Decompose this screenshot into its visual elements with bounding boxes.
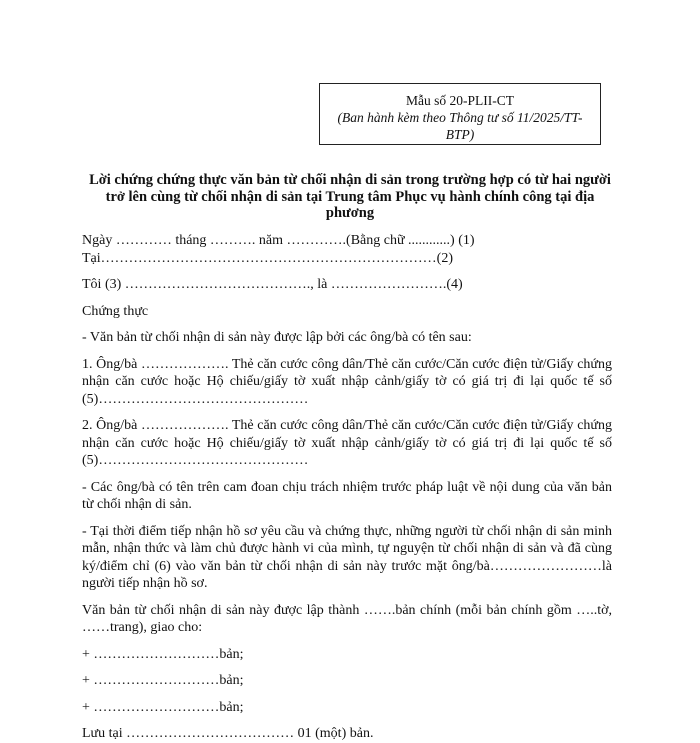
officer-line: Tôi (3) …………………………………., là …………………….(4) [82,277,463,292]
moment-paragraph: - Tại thời điểm tiếp nhận hồ sơ yêu cầu và chứng thực, những người từ chối nhận di sản minh mẫn, nhận thức và làm chủ được hành vi của mình, tự nguyện từ chối nhận di sản và đã cùng ký/điểm chỉ (6) vào văn bản từ chối nhận di sản này trước mặt ông/bà……………………là người tiếp nhận hồ sơ. [82,523,612,591]
issued-by-note: (Ban hành kèm theo Thông tư số 11/2025/TT-BTP) [337,110,583,142]
document-title: Lời chứng chứng thực văn bản từ chối nhận di sản trong trường hợp có từ hai người trở lên cùng từ chối nhận di sản tại Trung tâm Phục vụ hành chính công tại địa phương [89,172,611,221]
place-line: Tại………………………………………………………………(2) [82,250,453,266]
date-line: Ngày ………… tháng ………. năm ………….(Bằng chữ ............) (1) [82,233,475,248]
certify-label: Chứng thực [82,303,149,319]
intro-line: - Văn bản từ chối nhận di sản này được lập bởi các ông/bà có tên sau: [82,330,472,345]
commitment-paragraph: - Các ông/bà có tên trên cam đoan chịu trách nhiệm trước pháp luật về nội dung của văn bản từ chối nhận di sản. [82,479,612,512]
person-1-paragraph: 1. Ông/bà ………………. Thẻ căn cước công dân/Thẻ căn cước/Căn cước điện tử/Giấy chứng nhận căn cước hoặc Hộ chiếu/giấy tờ xuất nhập cảnh/giấy tờ có giá trị đi lại quốc tế số (5)……………………………………… [82,356,612,407]
form-code-box [319,83,601,145]
copies-paragraph: Văn bản từ chối nhận di sản này được lập thành …….bản chính (mỗi bản chính gồm …..tờ, ……trang), giao cho: [82,602,612,635]
archive-line: Lưu tại ……………………………… 01 (một) bản. [82,726,374,741]
copy-line-3: + ………………………bản; [82,699,244,715]
person-2-paragraph: 2. Ông/bà ………………. Thẻ căn cước công dân/Thẻ căn cước/Căn cước điện tử/Giấy chứng nhận căn cước hoặc Hộ chiếu/giấy tờ xuất nhập cảnh/giấy tờ có giá trị đi lại quốc tế số (5)……………………………………… [82,418,612,468]
form-code: Mẫu số 20-PLII-CT [406,93,514,108]
copy-line-2: + ………………………bản; [82,673,244,688]
copy-line-1: + ………………………bản; [82,646,244,662]
document-body [82,232,612,743]
